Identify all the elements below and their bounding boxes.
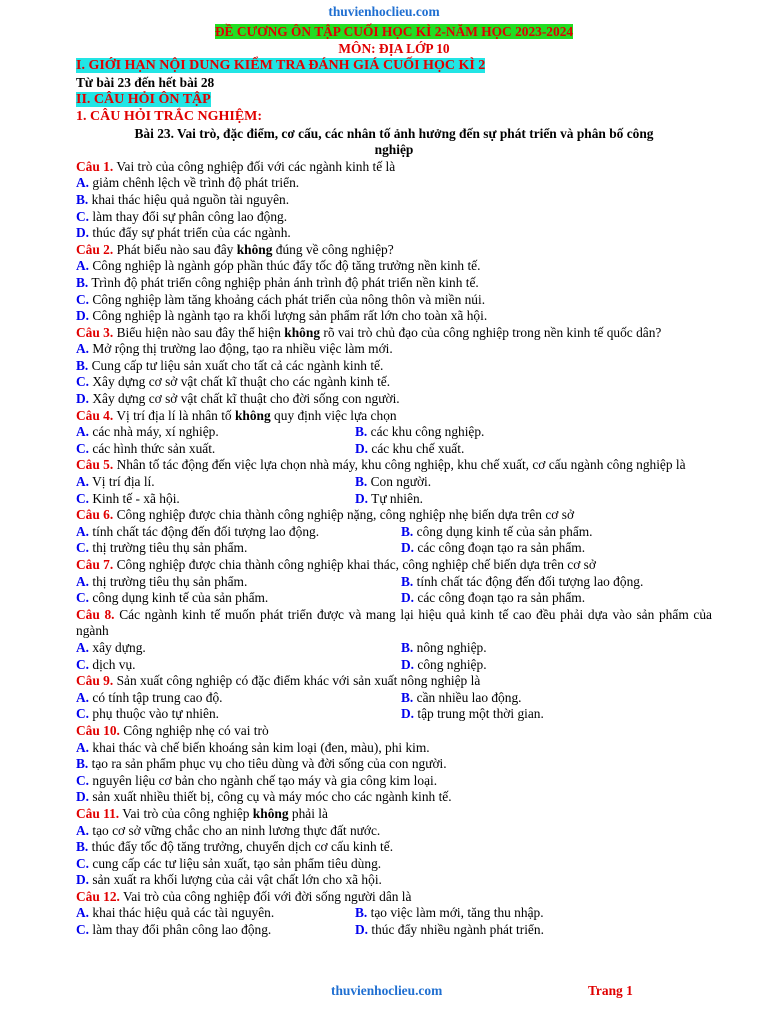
q6-option-a: A. tính chất tác động đến đối tượng lao động.	[76, 523, 320, 539]
q8-option-b: B. nông nghiệp.	[401, 639, 487, 655]
q3-option-b: B. Cung cấp tư liệu sản xuất cho tất cả các ngành kinh tế.	[76, 357, 384, 373]
q11-option-c: C. cung cấp các tư liệu sản xuất, tạo sản phẩm tiêu dùng.	[76, 855, 382, 871]
q4-options-row-1	[76, 424, 712, 441]
q9-option-c: C. phụ thuộc vào tự nhiên.	[76, 706, 220, 722]
question-9: Câu 9. Sản xuất công nghiệp có đặc điểm khác với sản xuất nông nghiệp là	[76, 673, 481, 689]
q6-options-row-2	[76, 540, 712, 557]
q12-option-a: A. khai thác hiệu quả các tài nguyên.	[76, 905, 275, 921]
section-2-subheading: 1. CÂU HỎI TRẮC NGHIỆM:	[76, 108, 263, 124]
q11-option-a: A. tạo cơ sở vững chắc cho an ninh lương thực đất nước.	[76, 822, 381, 838]
q8-option-c: C. dịch vụ.	[76, 656, 136, 672]
q4-option-d: D. các khu chế xuất.	[355, 440, 465, 456]
q5-options-row-1	[76, 474, 712, 491]
q7-option-c: C. công dụng kinh tế của sản phẩm.	[76, 590, 269, 606]
q9-option-a: A. có tính tập trung cao độ.	[76, 689, 223, 705]
q2-option-c: C. Công nghiệp làm tăng khoảng cách phát triển của nông thôn và miền núi.	[76, 291, 486, 307]
q9-option-b: B. cần nhiều lao động.	[401, 689, 522, 705]
q9-options-row-1	[76, 690, 712, 707]
q4-option-c: C. các hình thức sản xuất.	[76, 440, 216, 456]
q3-option-a: A. Mở rộng thị trường lao động, tạo ra nhiều việc làm mới.	[76, 341, 393, 357]
page-number: Trang 1	[588, 983, 633, 998]
q3-option-c: C. Xây dựng cơ sở vật chất kĩ thuật cho các ngành kinh tế.	[76, 374, 391, 390]
question-8: Câu 8. Các ngành kinh tế muốn phát triển được và mang lại hiệu quả kinh tế cao đều phải dựa vào sản phẩm của ngành	[76, 606, 712, 639]
q4-option-a: A. các nhà máy, xí nghiệp.	[76, 424, 219, 440]
q8-option-a: A. xây dựng.	[76, 639, 146, 655]
section-1-scope: Từ bài 23 đến hết bài 28	[76, 74, 215, 90]
q2-option-b: B. Trình độ phát triển công nghiệp phản ánh trình độ phát triển nền kinh tế.	[76, 274, 479, 290]
q7-options-row-1	[76, 574, 712, 591]
q8-options-row-2	[76, 657, 712, 674]
subject-line: MÔN: ĐỊA LỚP 10	[338, 40, 450, 56]
question-3: Câu 3. Biểu hiện nào sau đây thể hiện không rõ vai trò chủ đạo của công nghiệp trong nền kinh tế quốc dân?	[76, 324, 662, 340]
question-11: Câu 11. Vai trò của công nghiệp không phải là	[76, 805, 328, 821]
document-content	[76, 24, 712, 939]
q11-option-b: B. thúc đẩy tốc độ tăng trưởng, chuyển dịch cơ cấu kinh tế.	[76, 839, 394, 855]
question-2: Câu 2. Phát biểu nào sau đây không đúng về công nghiệp?	[76, 241, 394, 257]
q8-option-d: D. công nghiệp.	[401, 656, 487, 672]
q1-option-d: D. thúc đẩy sự phát triển của các ngành.	[76, 225, 291, 241]
q12-options-row-2	[76, 922, 712, 939]
document-title: ĐỀ CƯƠNG ÔN TẬP CUỐI HỌC KÌ 2-NĂM HỌC 2023-2024	[214, 24, 574, 39]
q12-option-c: C. làm thay đổi phân công lao động.	[76, 922, 272, 938]
q5-option-a: A. Vị trí địa lí.	[76, 474, 155, 490]
question-10: Câu 10. Công nghiệp nhẹ có vai trò	[76, 722, 269, 738]
q5-option-b: B. Con người.	[355, 474, 432, 490]
q12-option-b: B. tạo việc làm mới, tăng thu nhập.	[355, 905, 544, 921]
question-7: Câu 7. Công nghiệp được chia thành công nghiệp khai thác, công nghiệp chế biến dựa trên cơ sở	[76, 557, 596, 572]
q10-option-d: D. sản xuất nhiều thiết bị, công cụ và máy móc cho các ngành kinh tế.	[76, 789, 452, 805]
q5-option-c: C. Kinh tế - xã hội.	[76, 490, 180, 506]
q5-option-d: D. Tự nhiên.	[355, 490, 424, 506]
question-1: Câu 1. Vai trò của công nghiệp đối với các ngành kinh tế là	[76, 158, 396, 174]
q8-options-row-1	[76, 640, 712, 657]
q7-option-b: B. tính chất tác động đến đối tượng lao động.	[401, 573, 644, 589]
q7-options-row-2	[76, 590, 712, 607]
q1-option-b: B. khai thác hiệu quả nguồn tài nguyên.	[76, 191, 290, 207]
q11-option-d: D. sản xuất ra khối lượng của cải vật chất lớn cho xã hội.	[76, 872, 382, 888]
question-12: Câu 12. Vai trò của công nghiệp đối với đời sống người dân là	[76, 888, 412, 904]
q12-options-row-1	[76, 905, 712, 922]
q2-option-d: D. Công nghiệp là ngành tạo ra khối lượng sản phẩm rất lớn cho toàn xã hội.	[76, 308, 488, 324]
q6-option-b: B. công dụng kinh tế của sản phẩm.	[401, 523, 593, 539]
q4-option-b: B. các khu công nghiệp.	[355, 424, 485, 440]
question-5: Câu 5. Nhân tố tác động đến việc lựa chọn nhà máy, khu công nghiệp, khu chế xuất, cơ cấu ngành công nghiệp là	[76, 457, 686, 473]
question-4: Câu 4. Vị trí địa lí là nhân tố không quy định việc lựa chọn	[76, 407, 397, 423]
q1-option-a: A. giảm chênh lệch về trình độ phát triển.	[76, 175, 300, 191]
q7-option-a: A. thị trường tiêu thụ sản phẩm.	[76, 573, 248, 589]
q9-option-d: D. tập trung một thời gian.	[401, 706, 544, 722]
q10-option-a: A. khai thác và chế biến khoáng sản kim loại (đen, màu), phi kim.	[76, 739, 430, 755]
q6-option-d: D. các công đoạn tạo ra sản phẩm.	[401, 540, 586, 556]
section-1-heading: I. GIỚI HẠN NỘI DUNG KIỂM TRA ĐÁNH GIÁ CUỐI HỌC KÌ 2	[76, 58, 486, 74]
q9-options-row-2	[76, 706, 712, 723]
section-2-heading: II. CÂU HỎI ÔN TẬP	[76, 92, 211, 108]
q3-option-d: D. Xây dựng cơ sở vật chất kĩ thuật cho đời sống con người.	[76, 391, 400, 407]
site-footer-link[interactable]: thuvienhoclieu.com	[331, 983, 443, 998]
q12-option-d: D. thúc đẩy nhiều ngành phát triển.	[355, 922, 544, 938]
q10-option-b: B. tạo ra sản phẩm phục vụ cho tiêu dùng và đời sống của con người.	[76, 756, 447, 772]
q6-option-c: C. thị trường tiêu thụ sản phẩm.	[76, 540, 248, 556]
lesson-title-line-2: nghiệp	[374, 142, 414, 158]
q7-option-d: D. các công đoạn tạo ra sản phẩm.	[401, 590, 586, 606]
q2-option-a: A. Công nghiệp là ngành góp phần thúc đẩy tốc độ tăng trưởng nền kinh tế.	[76, 258, 481, 274]
q6-options-row-1	[76, 524, 712, 541]
q10-option-c: C. nguyên liệu cơ bản cho ngành chế tạo máy và gia công kim loại.	[76, 772, 438, 788]
q4-options-row-2	[76, 441, 712, 458]
lesson-title-line-1: Bài 23. Vai trò, đặc điểm, cơ cấu, các nhân tố ảnh hưởng đến sự phát triển và phân bố công	[134, 125, 654, 141]
q1-option-c: C. làm thay đổi sự phân công lao động.	[76, 208, 288, 224]
site-header-link[interactable]: thuvienhoclieu.com	[328, 4, 440, 19]
question-6: Câu 6. Công nghiệp được chia thành công nghiệp nặng, công nghiệp nhẹ biến dựa trên cơ sở	[76, 507, 575, 523]
q5-options-row-2	[76, 491, 712, 508]
